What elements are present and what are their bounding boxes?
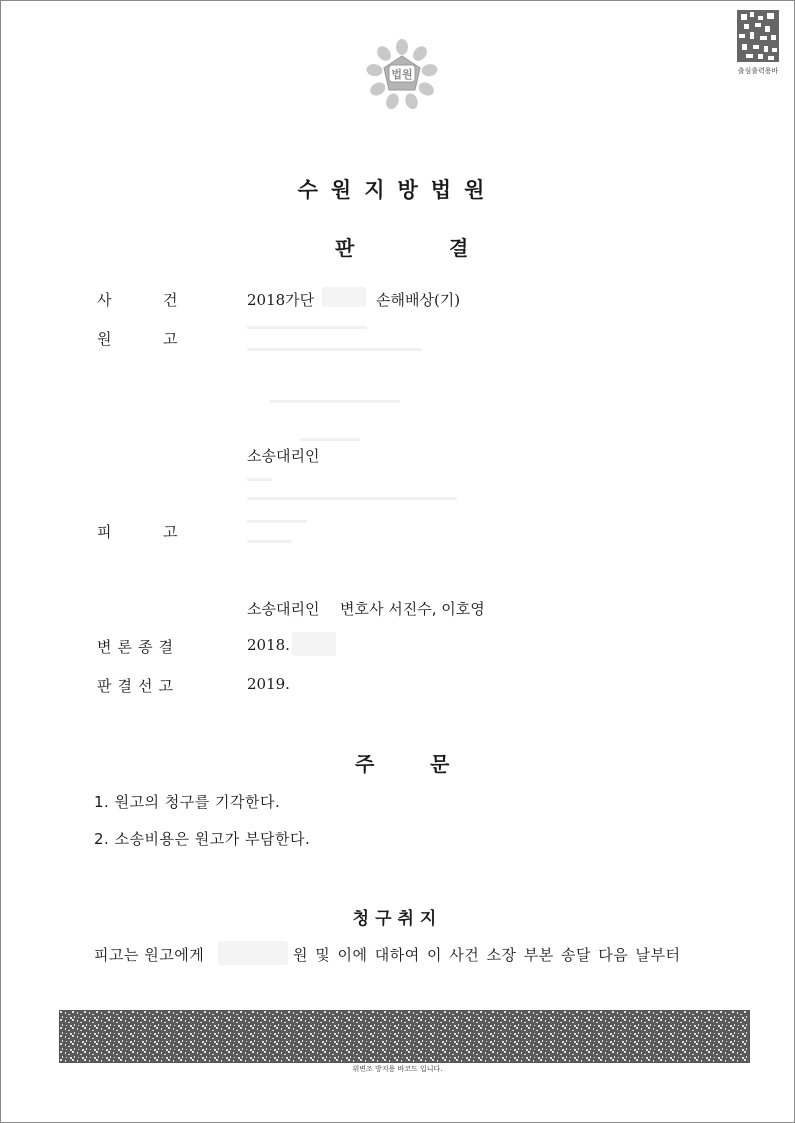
case-label-b: 건 xyxy=(163,291,178,309)
seal-text: 법원 xyxy=(391,68,413,81)
plaintiff-agent-label: 소송대리인 xyxy=(247,447,320,465)
doc-title-left: 판 xyxy=(335,236,355,260)
redaction xyxy=(292,632,336,656)
order-title-a: 주 xyxy=(355,752,375,776)
qr-code-icon xyxy=(735,8,781,64)
defendant-label-b: 고 xyxy=(163,523,178,541)
court-name: 수원지방법원 xyxy=(297,178,498,202)
court-seal-icon xyxy=(365,38,439,112)
case-name: 손해배상(기) xyxy=(376,291,461,309)
claim-title: 청구취지 xyxy=(352,909,443,929)
order-item-1: 1. 원고의 청구를 기각한다. xyxy=(94,793,281,811)
defendant-agent-names: 변호사 서진수, 이호영 xyxy=(340,600,485,618)
redaction xyxy=(300,438,360,441)
barcode-icon xyxy=(59,1010,750,1063)
plaintiff-label-b: 고 xyxy=(163,330,178,348)
ruling-label: 판결선고 xyxy=(97,677,179,695)
redaction xyxy=(247,540,292,543)
doc-title-right: 결 xyxy=(449,236,469,260)
qr-caption: 출심출력용바 xyxy=(737,67,779,75)
ruling-date: 2019. xyxy=(247,675,290,693)
defendant-agent-label: 소송대리인 xyxy=(247,600,320,618)
redaction xyxy=(247,497,457,500)
order-item-2: 2. 소송비용은 원고가 부담한다. xyxy=(94,830,311,848)
redaction xyxy=(270,400,400,403)
case-number: 2018가단 xyxy=(247,291,315,309)
case-label-a: 사 xyxy=(97,291,112,309)
redaction xyxy=(247,520,307,523)
redaction xyxy=(247,326,367,329)
redaction xyxy=(247,478,272,481)
defendant-label-a: 피 xyxy=(97,523,112,541)
plaintiff-label-a: 원 xyxy=(97,330,112,348)
closing-label: 변론종결 xyxy=(97,638,179,656)
redaction xyxy=(218,941,288,965)
claim-text-before: 피고는 원고에게 xyxy=(94,946,205,964)
redaction xyxy=(247,348,422,351)
order-title-b: 문 xyxy=(430,752,450,776)
barcode-caption: 위변조 방지용 바코드 입니다. xyxy=(352,1065,443,1073)
closing-date: 2018. xyxy=(247,636,290,654)
claim-text-after: 원 및 이에 대하여 이 사건 소장 부본 송달 다음 날부터 xyxy=(293,946,681,964)
redaction xyxy=(322,287,366,307)
